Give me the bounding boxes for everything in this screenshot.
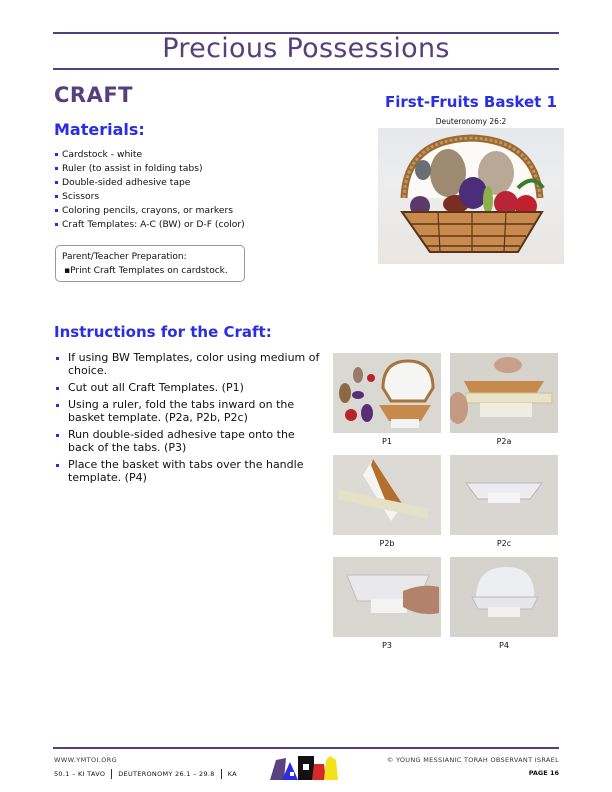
preparation-item-text: Print Craft Templates on cardstock.: [70, 266, 228, 276]
divider: [221, 769, 222, 779]
materials-list: [54, 148, 245, 232]
list-item: Craft Templates: A-C (BW) or D-F (color): [54, 218, 245, 232]
copyright: © YOUNG MESSIANIC TORAH OBSERVANT ISRAEL: [386, 756, 559, 764]
list-item: Using a ruler, fold the tabs inward on the basket template. (P2a, P2b, P2c): [54, 398, 322, 424]
photo-caption: P2a: [496, 437, 512, 446]
footer-info: [54, 769, 237, 779]
scripture-reference: Deuteronomy 26:2: [435, 117, 507, 126]
title-bottom-rule: [53, 68, 559, 70]
footer-url[interactable]: WWW.YMTOI.ORG: [54, 756, 118, 764]
list-item: Ruler (to assist in folding tabs): [54, 162, 245, 176]
list-item: Cut out all Craft Templates. (P1): [54, 381, 322, 394]
list-item: Cardstock - white: [54, 148, 245, 162]
instructions-list: [54, 351, 322, 488]
photo-caption: P2b: [379, 539, 395, 548]
list-item: ▪Print Craft Templates on cardstock.: [64, 266, 228, 276]
instructions-heading: Instructions for the Craft:: [54, 323, 272, 341]
photo-p2b: [333, 455, 441, 535]
list-item: Coloring pencils, crayons, or markers: [54, 204, 245, 218]
ymtoi-logo-icon: [268, 752, 348, 782]
photo-p4: [450, 557, 558, 637]
feature-title: First-Fruits Basket 1: [385, 93, 557, 111]
photo-caption: P2c: [496, 539, 512, 548]
list-item: Scissors: [54, 190, 245, 204]
level-code: KA: [227, 770, 237, 778]
basket-photo: [378, 128, 564, 264]
preparation-box: [55, 245, 245, 282]
page-title: Precious Possessions: [162, 33, 450, 64]
photo-caption: P4: [499, 641, 509, 650]
photo-p3: [333, 557, 441, 637]
list-item: Run double-sided adhesive tape onto the back of the tabs. (P3): [54, 428, 322, 454]
torah-portion: 50.1 – KI TAVO: [54, 770, 106, 778]
section-heading: CRAFT: [54, 83, 134, 107]
photo-p1: [333, 353, 441, 433]
photo-caption: P1: [382, 437, 392, 446]
divider: [111, 769, 112, 779]
page-number: PAGE 16: [528, 769, 559, 777]
materials-heading: Materials:: [54, 120, 145, 139]
photo-caption: P3: [382, 641, 392, 650]
list-item: If using BW Templates, color using medium of choice.: [54, 351, 322, 377]
scripture-range: DEUTERONOMY 26.1 – 29.8: [118, 770, 215, 778]
footer-rule: [53, 747, 559, 749]
photo-p2a: [450, 353, 558, 433]
preparation-heading: Parent/Teacher Preparation:: [62, 252, 187, 262]
list-item: Place the basket with tabs over the handle template. (P4): [54, 458, 322, 484]
list-item: Double-sided adhesive tape: [54, 176, 245, 190]
photo-p2c: [450, 455, 558, 535]
